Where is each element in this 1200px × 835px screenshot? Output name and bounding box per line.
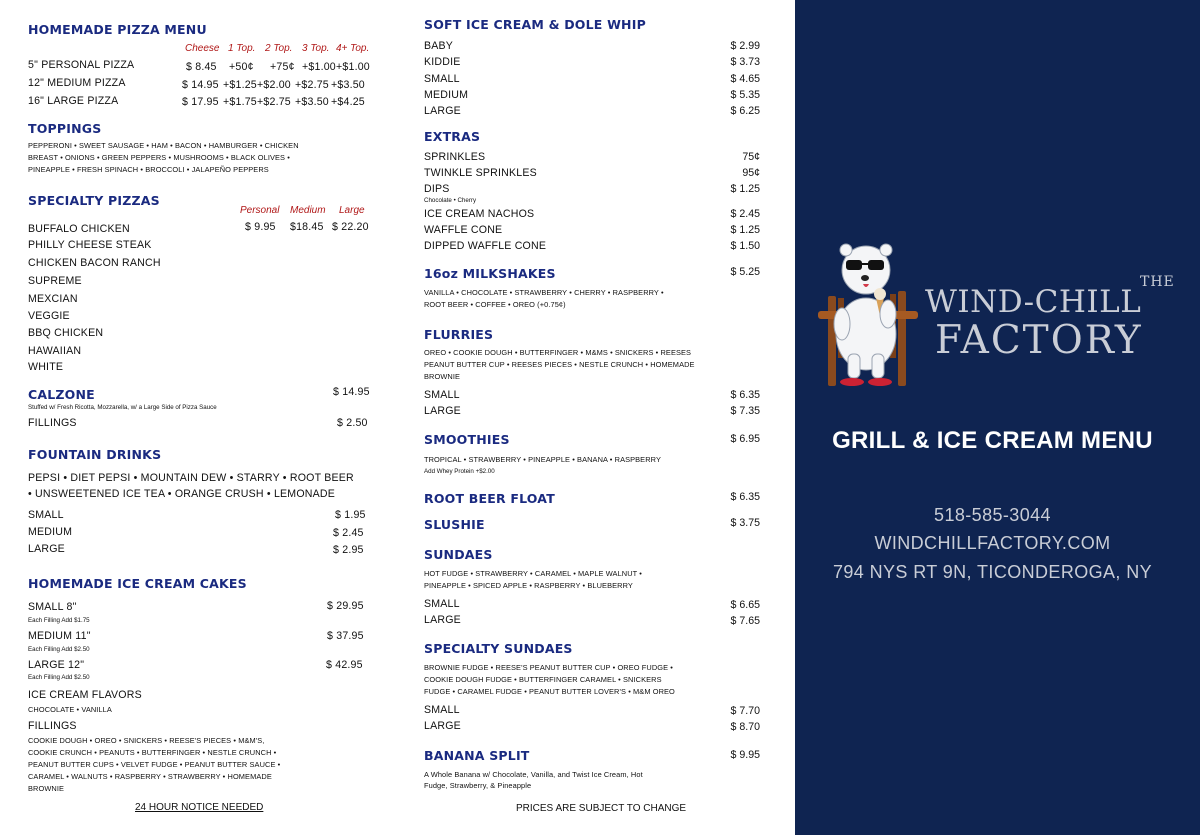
specialty-pizza-item: PHILLY CHEESE STEAK <box>28 239 152 251</box>
sundaes-size: LARGE <box>424 614 461 626</box>
fountain-price: $ 2.95 <box>333 544 364 556</box>
cake-fillings-line: COOKIE CRUNCH • PEANUTS • BUTTERFINGER • NESTLE CRUNCH • <box>28 748 277 757</box>
specialty-pizzas-heading: SPECIALTY PIZZAS <box>28 193 160 208</box>
calzone-fillings-label: FILLINGS <box>28 417 77 429</box>
ice-cream-flavors-label: ICE CREAM FLAVORS <box>28 689 142 701</box>
extras-price: 95¢ <box>742 167 760 179</box>
specialty-col-large: Large <box>339 205 365 216</box>
specialty-price: $18.45 <box>290 221 324 233</box>
specialty-pizza-item: BUFFALO CHICKEN <box>28 223 130 235</box>
fountain-price: $ 2.45 <box>333 527 364 539</box>
calzone-heading: CALZONE <box>28 387 95 402</box>
cake-size: MEDIUM 11" <box>28 630 91 642</box>
sundaes-line: PINEAPPLE • SPICED APPLE • RASPBERRY • BLUEBERRY <box>424 581 633 590</box>
slushie-heading: SLUSHIE <box>424 517 485 532</box>
fountain-size: LARGE <box>28 543 65 555</box>
specialty-price: $ 22.20 <box>332 221 369 233</box>
flurries-line: BROWNIE <box>424 372 461 381</box>
pizza-price: $ 8.45 <box>186 61 217 73</box>
pizza-col-4top: 4+ Top. <box>336 43 370 54</box>
brand-the: THE <box>1140 274 1175 290</box>
brand-panel <box>795 0 1200 835</box>
extras-item: DIPS <box>424 183 450 195</box>
smoothies-line: TROPICAL • STRAWBERRY • PINEAPPLE • BANANA • RASPBERRY <box>424 455 661 464</box>
extras-price: $ 1.50 <box>730 240 760 252</box>
extras-item: ICE CREAM NACHOS <box>424 208 535 220</box>
pizza-price: +$1.25 <box>223 79 257 91</box>
cake-price: $ 29.95 <box>327 600 364 612</box>
extras-price: $ 1.25 <box>730 183 760 195</box>
cake-note: Each Filling Add $1.75 <box>28 617 90 624</box>
specialty-pizza-item: WHITE <box>28 361 64 373</box>
specialty-sundaes-line: COOKIE DOUGH FUDGE • BUTTERFINGER CARAMEL • SNICKERS <box>424 675 662 684</box>
pizza-col-2top: 2 Top. <box>265 43 293 54</box>
cake-fillings-line: BROWNIE <box>28 784 65 793</box>
flurries-line: PEANUT BUTTER CUP • REESES PIECES • NESTLE CRUNCH • HOMEMADE <box>424 360 695 369</box>
toppings-line: PEPPERONI • SWEET SAUSAGE • HAM • BACON • HAMBURGER • CHICKEN <box>28 141 299 150</box>
slushie-price: $ 3.75 <box>730 517 760 529</box>
specialty-pizza-item: HAWAIIAN <box>28 345 82 357</box>
banana-split-line: A Whole Banana w/ Chocolate, Vanilla, and Twist Ice Cream, Hot <box>424 770 643 779</box>
fountain-size: SMALL <box>28 509 64 521</box>
brand-name-line2: FACTORY <box>935 318 1143 363</box>
fountain-size: MEDIUM <box>28 526 73 538</box>
specialty-sundaes-line: FUDGE • CARAMEL FUDGE • PEANUT BUTTER LOVER'S • M&M OREO <box>424 687 675 696</box>
root-beer-float-price: $ 6.35 <box>730 491 760 503</box>
specialty-sundaes-heading: SPECIALTY SUNDAES <box>424 641 573 656</box>
specialty-pizza-item: SUPREME <box>28 275 82 287</box>
polar-bear-mascot-logo <box>808 236 928 391</box>
specialty-col-personal: Personal <box>240 205 280 216</box>
fountain-line: PEPSI • DIET PEPSI • MOUNTAIN DEW • STARRY • ROOT BEER <box>28 472 354 484</box>
pizza-row-name: 12" MEDIUM PIZZA <box>28 77 126 89</box>
soft-serve-price: $ 4.65 <box>730 73 760 85</box>
banana-split-price: $ 9.95 <box>730 749 760 761</box>
flurries-size: SMALL <box>424 389 460 401</box>
pizza-col-1top: 1 Top. <box>228 43 256 54</box>
cake-fillings-line: COOKIE DOUGH • OREO • SNICKERS • REESE'S PIECES • M&M'S, <box>28 736 265 745</box>
website: WINDCHILLFACTORY.COM <box>874 533 1111 553</box>
milkshakes-price: $ 5.25 <box>730 266 760 278</box>
extras-price: 75¢ <box>742 151 760 163</box>
soft-serve-size: SMALL <box>424 73 460 85</box>
calzone-fillings-price: $ 2.50 <box>337 417 368 429</box>
pizza-price: $ 17.95 <box>182 96 219 108</box>
notice-24hr: 24 HOUR NOTICE NEEDED <box>135 802 264 813</box>
pizza-price: +$3.50 <box>295 96 329 108</box>
smoothies-heading: SMOOTHIES <box>424 432 510 447</box>
extras-item: TWINKLE SPRINKLES <box>424 167 537 179</box>
cake-note: Each Filling Add $2.50 <box>28 674 90 681</box>
smoothies-price: $ 6.95 <box>730 433 760 445</box>
pizza-row-name: 16" LARGE PIZZA <box>28 95 119 107</box>
flurries-price: $ 6.35 <box>730 389 760 401</box>
cake-price: $ 37.95 <box>327 630 364 642</box>
soft-serve-size: KIDDIE <box>424 56 461 68</box>
fountain-price: $ 1.95 <box>335 509 366 521</box>
flurries-heading: FLURRIES <box>424 327 494 342</box>
pizza-price: +$1.00 <box>302 61 336 73</box>
menu-title: GRILL & ICE CREAM MENU <box>832 427 1153 454</box>
sundaes-heading: SUNDAES <box>424 547 493 562</box>
milkshakes-line: ROOT BEER • COFFEE • OREO (+0.75¢) <box>424 300 566 309</box>
sundaes-price: $ 6.65 <box>730 599 760 611</box>
soft-serve-price: $ 2.99 <box>730 40 760 52</box>
pizza-price: +75¢ <box>270 61 295 73</box>
toppings-line: PINEAPPLE • FRESH SPINACH • BROCCOLI • JALAPEÑO PEPPERS <box>28 165 269 174</box>
specialty-pizza-item: VEGGIE <box>28 310 70 322</box>
pizza-price: +$2.00 <box>257 79 291 91</box>
flurries-size: LARGE <box>424 405 461 417</box>
soft-serve-price: $ 6.25 <box>730 105 760 117</box>
cake-fillings-label: FILLINGS <box>28 720 77 732</box>
soft-serve-price: $ 3.73 <box>730 56 760 68</box>
soft-serve-size: MEDIUM <box>424 89 469 101</box>
sundaes-price: $ 7.65 <box>730 615 760 627</box>
flurries-line: OREO • COOKIE DOUGH • BUTTERFINGER • M&MS • SNICKERS • REESES <box>424 348 692 357</box>
banana-split-heading: BANANA SPLIT <box>424 748 530 763</box>
toppings-heading: TOPPINGS <box>28 121 102 136</box>
extras-item: DIPPED WAFFLE CONE <box>424 240 547 252</box>
calzone-price: $ 14.95 <box>333 386 370 398</box>
pizza-row-name: 5" PERSONAL PIZZA <box>28 59 135 71</box>
dips-note: Chocolate • Cherry <box>424 197 477 204</box>
cake-fillings-line: PEANUT BUTTER CUPS • VELVET FUDGE • PEANUT BUTTER SAUCE • <box>28 760 281 769</box>
pizza-price: +50¢ <box>229 61 254 73</box>
brand-name-line1: WIND-CHILL <box>925 284 1142 320</box>
specialty-sundaes-line: BROWNIE FUDGE • REESE'S PEANUT BUTTER CUP • OREO FUDGE • <box>424 663 673 672</box>
pizza-col-cheese: Cheese <box>185 43 220 54</box>
soft-serve-price: $ 5.35 <box>730 89 760 101</box>
cake-fillings-line: CARAMEL • WALNUTS • RASPBERRY • STRAWBERRY • HOMEMADE <box>28 772 272 781</box>
sundaes-line: HOT FUDGE • STRAWBERRY • CARAMEL • MAPLE WALNUT • <box>424 569 642 578</box>
smoothies-note: Add Whey Protein +$2.00 <box>424 468 495 475</box>
pizza-heading: HOMEMADE PIZZA MENU <box>28 22 207 37</box>
extras-price: $ 1.25 <box>730 224 760 236</box>
specialty-sundaes-price: $ 8.70 <box>730 721 760 733</box>
middle-menu-column <box>395 0 795 835</box>
pizza-price: +$4.25 <box>331 96 365 108</box>
specialty-sundaes-size: LARGE <box>424 720 461 732</box>
specialty-sundaes-price: $ 7.70 <box>730 705 760 717</box>
cakes-heading: HOMEMADE ICE CREAM CAKES <box>28 576 247 591</box>
milkshakes-line: VANILLA • CHOCOLATE • STRAWBERRY • CHERRY • RASPBERRY • <box>424 288 664 297</box>
soft-serve-heading: SOFT ICE CREAM & DOLE WHIP <box>424 17 646 32</box>
flurries-price: $ 7.35 <box>730 405 760 417</box>
specialty-pizza-item: CHICKEN BACON RANCH <box>28 257 161 269</box>
soft-serve-size: BABY <box>424 40 454 52</box>
specialty-col-medium: Medium <box>290 205 326 216</box>
banana-split-line: Fudge, Strawberry, & Pineapple <box>424 781 532 790</box>
left-menu-column <box>0 0 395 835</box>
cake-size: LARGE 12" <box>28 659 85 671</box>
specialty-sundaes-size: SMALL <box>424 704 460 716</box>
toppings-line: BREAST • ONIONS • GREEN PEPPERS • MUSHROOMS • BLACK OLIVES • <box>28 153 290 162</box>
pizza-price: +$3.50 <box>331 79 365 91</box>
sundaes-size: SMALL <box>424 598 460 610</box>
phone-number: 518-585-3044 <box>934 505 1051 525</box>
address: 794 NYS RT 9N, TICONDEROGA, NY <box>832 562 1153 582</box>
extras-item: SPRINKLES <box>424 151 486 163</box>
pizza-col-3top: 3 Top. <box>302 43 330 54</box>
ice-cream-flavors: CHOCOLATE • VANILLA <box>28 705 112 714</box>
pizza-price: +$2.75 <box>257 96 291 108</box>
pizza-price: +$1.00 <box>336 61 370 73</box>
fountain-line: • UNSWEETENED ICE TEA • ORANGE CRUSH • LEMONADE <box>28 488 335 500</box>
root-beer-float-heading: ROOT BEER FLOAT <box>424 491 555 506</box>
specialty-pizza-item: MEXCIAN <box>28 293 78 305</box>
pizza-price: +$2.75 <box>295 79 329 91</box>
fountain-heading: FOUNTAIN DRINKS <box>28 447 162 462</box>
extras-item: WAFFLE CONE <box>424 224 503 236</box>
cake-price: $ 42.95 <box>326 659 363 671</box>
calzone-note: Stuffed w/ Fresh Ricotta, Mozzarella, w/ a Large Side of Pizza Sauce <box>28 404 217 411</box>
specialty-pizza-item: BBQ CHICKEN <box>28 327 104 339</box>
soft-serve-size: LARGE <box>424 105 461 117</box>
specialty-price: $ 9.95 <box>245 221 276 233</box>
milkshakes-heading: 16oz MILKSHAKES <box>424 266 556 281</box>
extras-heading: EXTRAS <box>424 129 481 144</box>
extras-price: $ 2.45 <box>730 208 760 220</box>
cake-size: SMALL 8" <box>28 601 77 613</box>
pizza-price: $ 14.95 <box>182 79 219 91</box>
prices-change-note: PRICES ARE SUBJECT TO CHANGE <box>516 803 687 814</box>
pizza-price: +$1.75 <box>223 96 257 108</box>
cake-note: Each Filling Add $2.50 <box>28 646 90 653</box>
